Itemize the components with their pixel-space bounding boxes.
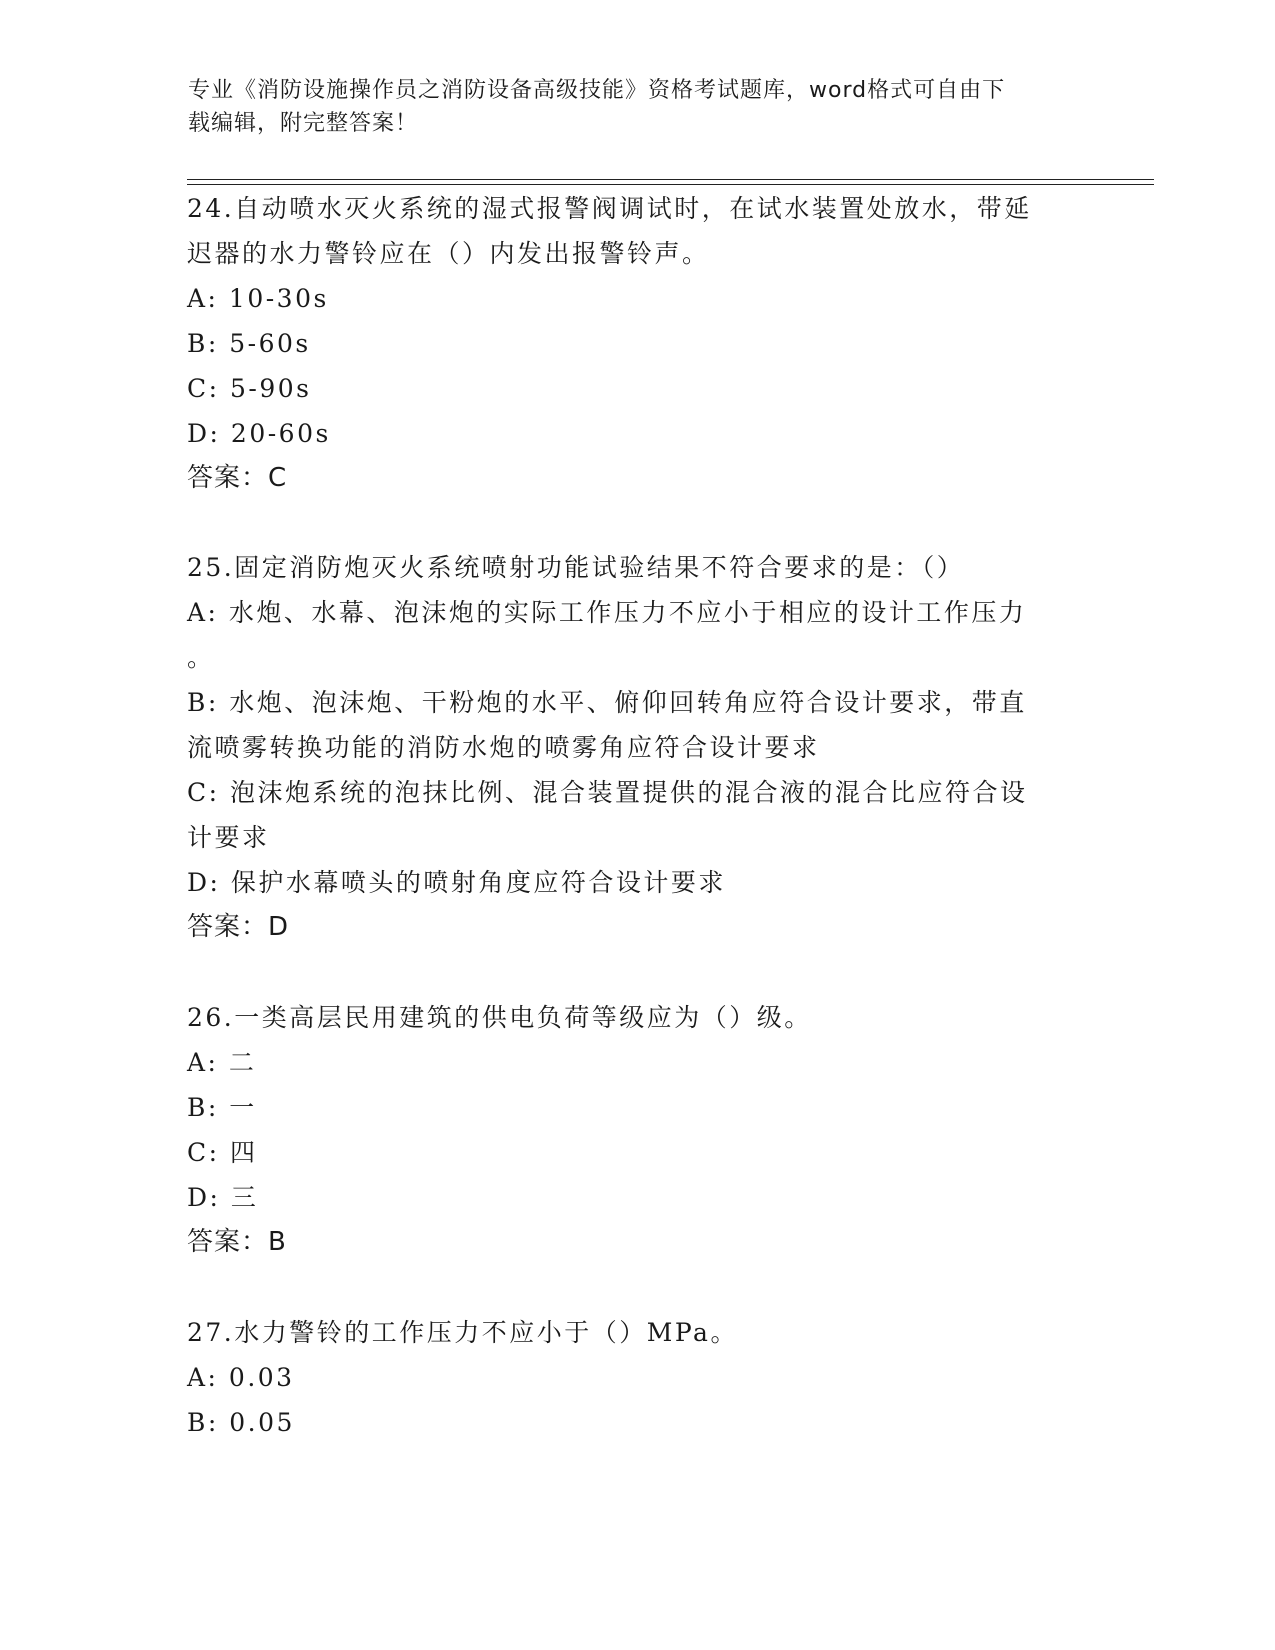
option-b: B: 0.05 [187,1408,295,1437]
question-stem: 25.固定消防炮灭火系统喷射功能试验结果不符合要求的是：（） [187,553,965,582]
question-24 [187,186,1077,501]
header-divider-top [187,179,1154,180]
document-header [188,74,1078,140]
answer: 答案：C [187,463,288,493]
option-c: C: 泡沫炮系统的泡抹比例、混合装置提供的混合液的混合比应符合设 [187,778,1028,807]
option-c: C: 四 [187,1138,258,1167]
option-d: D: 20-60s [187,419,331,448]
question-stem: 迟器的水力警铃应在（）内发出报警铃声。 [187,239,710,268]
answer: 答案：B [187,1227,287,1257]
option-d: D: 保护水幕喷头的喷射角度应符合设计要求 [187,868,726,897]
question-stem: 24.自动喷水灭火系统的湿式报警阀调试时，在试水装置处放水，带延 [187,194,1032,223]
option-b: B: 水炮、泡沫炮、干粉炮的水平、俯仰回转角应符合设计要求，带直 [187,688,1027,717]
option-a: A: 10-30s [187,284,329,313]
question-stem: 26.一类高层民用建筑的供电负荷等级应为（）级。 [187,1003,812,1032]
option-a-continued: 。 [187,643,215,672]
option-c-continued: 计要求 [187,823,270,852]
header-divider-bottom [187,184,1154,185]
question-25 [187,545,1077,950]
option-a: A: 水炮、水幕、泡沫炮的实际工作压力不应小于相应的设计工作压力 [187,598,1027,627]
option-b-continued: 流喷雾转换功能的消防水炮的喷雾角应符合设计要求 [187,733,820,762]
question-stem: 27.水力警铃的工作压力不应小于（）MPa。 [187,1318,738,1347]
answer: 答案：D [187,912,290,942]
option-b: B: 一 [187,1093,257,1122]
header-line-2: 载编辑，附完整答案！ [188,111,419,136]
option-a: A: 0.03 [187,1363,295,1392]
option-c: C: 5-90s [187,374,312,403]
header-line-1: 专业《消防设施操作员之消防设备高级技能》资格考试题库，word格式可自由下 [188,78,1006,103]
option-a: A: 二 [187,1048,257,1077]
option-d: D: 三 [187,1183,259,1212]
option-b: B: 5-60s [187,329,311,358]
question-26 [187,995,1077,1265]
question-27 [187,1310,1077,1445]
